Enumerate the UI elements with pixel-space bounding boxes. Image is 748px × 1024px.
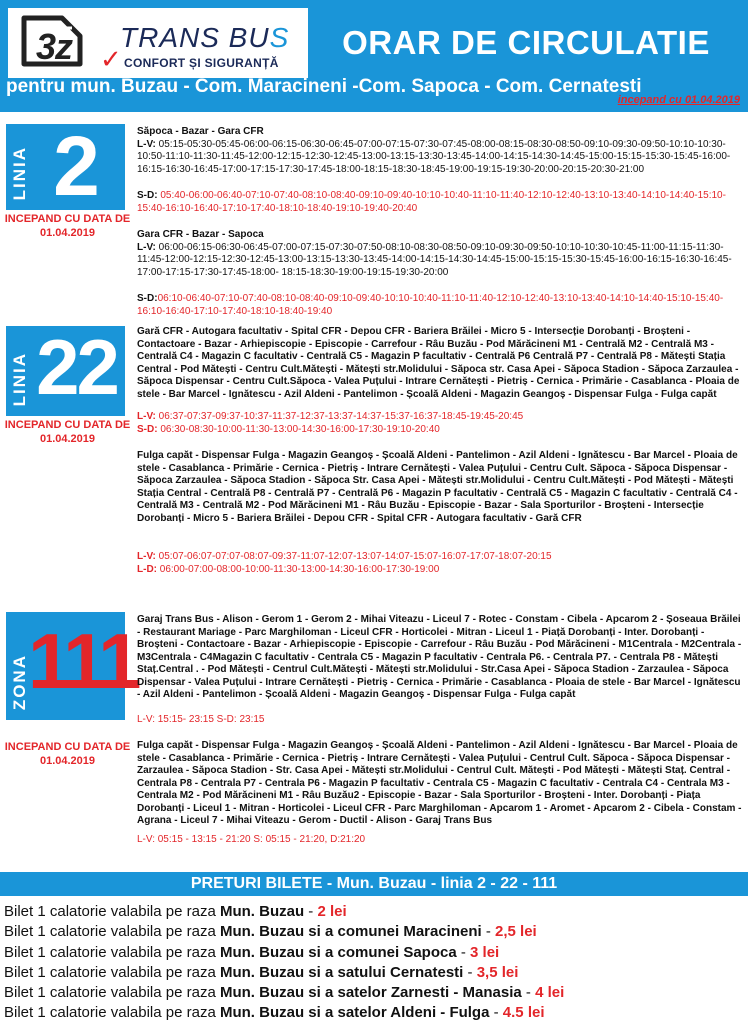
route-return: Fulga capăt - Dispensar Fulga - Magazin Geangoș - Școală Aldeni - Pantelimon - Azil Aldeni - Ignătescu - Bar Marcel - Ploaia de stele - Casablanca - Primărie - Cernica - Pietriș - Intrare Cernătești - Valea Puțului - Centru Cult. Săpoca - Săpoca Dispensar - Săpoca Zarzaulea - Săpoca Stadion - Săpoca Str. Casa Apei - Mătești str.Molidului - Centru Cult.Mătești - Pod Mătești - Mătești Stația Central - Centrală P8 - Centrală P7 - Centrală P6 - Magazin P facultativ - Centrală C5 - Magazin C facultativ - Centrală C4 - Centrală M3 - Centrală M2 - Pod Mărăcineni M1 - Râu Buzău - Episcopie - Bazar - Sala Sporturilor - Broșteni - Intersecție Dorobanți - Micro 5 - Bariera Brăilei - Depou CFR - Spital CFR - Autogara facultativ - Gară CFR bbox=[137, 450, 738, 524]
times-weekday-outbound: L-V: 05:15-05:30-05:45-06:00-06:15-06:30-06:45-07:00-07:15-07:30-07:45-08:00-08:15-08:30-08:50-09:10-09:30-09:50-10:10-10:30-10:50-11:10-11:30-11:45-12:00-12:15-12:30-12:45-13:00-13:15-13:30-13:45-14:00-14:15-14:30-14:45-15:00-15:15-15:30-15:45-16:00-16:15-16:30-16:45-17:00-17:15-17:30-17:45-18:00-18:15-18:30-18:45-19:00-19:15-19:30-20:00-20:15-20:30-21:00 bbox=[137, 138, 731, 175]
badge-number: 111 bbox=[28, 617, 138, 705]
times-weekend-return: L-D: 06:00-07:00-08:00-10:00-11:30-13:00-14:30-16:00-17:30-19:00 bbox=[137, 563, 440, 575]
price-row: Bilet 1 calatorie valabila pe raza Mun. Buzau si a comunei Sapoca - 3 lei bbox=[4, 943, 500, 961]
price-row: Bilet 1 calatorie valabila pe raza Mun. Buzau si a comunei Maracineni - 2,5 lei bbox=[4, 923, 537, 941]
times-weekend-return: S-D:06:10-06:40-07:10-07:40-08:10-08:40-09:10-09:40-10:10-10:40-11:10-11:40-12:10-12:40-13:10-13:40-14:10-14:40-15:10-15:40-16:10-16:40-17:10-17:40-18:10-18:40-19:40 bbox=[137, 293, 724, 317]
route-outbound: Garaj Trans Bus - Alison - Gerom 1 - Gerom 2 - Mihai Viteazu - Liceul 7 - Rotec - Constam - Cibela - Apcarom 2 - Șoseaua Brăilei - Restaurant Mariage - Parc Marghiloman - Liceul CFR - Horticolei - Mitran - Liceul 1 - Piață Dorobanți - Inter. Dorobanți - Broșteni - Contactoare - Bazar - Arhiepiscopie - Episcopie - Carrefour - Râu Buzău - Pod Mărăcineni - M1Centrala - M2Centrala -M3Centrala - C4Magazin C facultativ - Centrala C5 - Magazin P facultativ - Centrala P6. - Centrala P7. - Centrala P8 - Mătești Staț.Central . - Pod Mătești - Centrul Cult.Mătești - Mătești str.Molidului - Str.Casa Apei - Săpoca Stadion - Zarzaulea - Săpoca Dispensar - Valea Puțului - Intrare Cernătești - Pietriș - Cernica - Primărie - Casablanca - Ploaia de stele - Bar Marcel - Ignătescu - Azil Aldeni - Pantelimon - Școală Aldeni - Magazin Geangoș - Dispensar Fulga - Fulga capăt bbox=[137, 614, 742, 700]
badge-label: LINIA bbox=[10, 351, 29, 406]
section-zone-111 bbox=[0, 612, 748, 870]
logo-name: TRANS BUS bbox=[120, 22, 290, 53]
times-weekday-return: L-V: 05:07-06:07-07:07-08:07-09:37-11:07-12:07-13:07-14:07-15:07-16:07-17:07-18:07-20:15 bbox=[137, 551, 552, 562]
line-badge-22 bbox=[6, 323, 125, 416]
badge-label: LINIA bbox=[10, 145, 29, 200]
line-badge-111 bbox=[6, 612, 138, 720]
route-outbound: Săpoca - Bazar - Gara CFR bbox=[137, 126, 264, 137]
schedule-zone-111 bbox=[137, 614, 743, 846]
times-weekend-outbound: S-D: 06:30-08:30-10:00-11:30-13:00-14:30-16:00-17:30-19:10-20:40 bbox=[137, 423, 440, 435]
times-weekend-outbound: S-D: 05:40-06:00-06:40-07:10-07:40-08:10-08:40-09:10-09:40-10:10-10:40-11:10-11:40-12:10-12:40-13:10-13:40-14:10-14:40-15:10-15:40-16:10-16:40-17:10-17:40-18:10-18:40-19:10-19:40-20:40 bbox=[137, 190, 726, 214]
effective-date: incepand cu 01.04.2019 bbox=[617, 94, 740, 106]
header-banner bbox=[0, 0, 748, 112]
badge-label: ZONA bbox=[10, 653, 29, 710]
price-row: Bilet 1 calatorie valabila pe raza Mun. Buzau si a satelor Zarnesti - Manasia - 4 lei bbox=[4, 984, 565, 1002]
price-row: Bilet 1 calatorie valabila pe raza Mun. Buzau si a satelor Aldeni - Fulga - 4.5 lei bbox=[4, 1004, 545, 1022]
section-line-2 bbox=[0, 119, 748, 324]
route-return: Fulga capăt - Dispensar Fulga - Magazin Geangoș - Școală Aldeni - Pantelimon - Azil Aldeni - Ignătescu - Bar Marcel - Ploaia de stele - Casablanca - Primărie - Cernica - Pietriș - Intrare Cernătești - Valea Puțului - Centrul Cult. Săpoca - Săpoca Dispensar - Zarzaulea - Săpoca Stadion - Str. Casa Apei - Mătești str.Molidului - Centrul Cult. Mătești - Pod Mătești - Mătești Staț. Central - Centrala P8 - Centrala P7 - Centrala P6 - Magazin P facultativ - Centrala C5 - Magazin C facultativ - Centrala C4 - Centrala M3 - Centrala M2 - Pod Mărăcineni M1 - Râu Buzău2 - Episcopie - Bazar - Sala Sporturilor - Broșteni - Inter. Dorobanți - Piața Dorobanți - Liceul 1 - Mitran - Horticolei - Liceul CFR - Parc Marghiloman - Apcarom 1 - Aromet - Apcarom 2 - Cibela - Constam - Agrana - Liceul 7 - Mihai Viteazu - Gerom - Ductil - Alison - Garaj Trans Bus bbox=[137, 740, 742, 826]
badge-number: 22 bbox=[36, 323, 117, 411]
times-return: L-V: 05:15 - 13:15 - 21:20 S: 05:15 - 21:20, D:21:20 bbox=[137, 833, 366, 845]
times-weekday-return: L-V: 06:00-06:15-06:30-06:45-07:00-07:15-07:30-07:50-08:10-08:30-08:50-09:10-09:30-09:50-10:10-10:30-10:45-11:00-11:15-11:30-11:45-12:00-12:15-12:30-12:45-13:00-13:15-13:30-13:45-14:00-14:15-14:30-14:45-15:00-15:15-15:30-15:45-16:00-16:15-16:30-16:45-17:00-17:15-17:30-17:45-18:00- 18:15-18:30-19:00-19:15-19:30-20:00 bbox=[137, 241, 732, 278]
page-title: ORAR DE CIRCULATIE bbox=[342, 24, 710, 61]
price-list bbox=[4, 902, 744, 1024]
logo bbox=[8, 8, 308, 78]
since-label: INCEPAND CU DATA DE 01.04.2019 bbox=[4, 213, 131, 239]
prices-title: PRETURI BILETE - Mun. Buzau - linia 2 - 22 - 111 bbox=[0, 872, 748, 896]
schedule-line-22 bbox=[137, 326, 743, 576]
line-badge-2 bbox=[6, 119, 125, 213]
badge-number: 2 bbox=[53, 119, 100, 213]
since-label: INCEPAND CU DATA DE 01.04.2019 bbox=[4, 741, 131, 767]
checkmark-icon: ✓ bbox=[100, 44, 122, 74]
schedule-line-2 bbox=[137, 126, 743, 318]
logo-mark-text: 3z bbox=[36, 26, 73, 67]
price-row: Bilet 1 calatorie valabila pe raza Mun. Buzau si a satului Cernatesti - 3,5 lei bbox=[4, 963, 519, 981]
price-row: Bilet 1 calatorie valabila pe raza Mun. Buzau - 2 lei bbox=[4, 903, 347, 920]
logo-tagline: CONFORT ȘI SIGURANȚĂ bbox=[124, 56, 279, 70]
route-outbound: Gară CFR - Autogara facultativ - Spital CFR - Depou CFR - Bariera Brăilei - Micro 5 - Intersecție Dorobanți - Broșteni - Contactoare - Bazar - Arhiepiscopie - Episcopie - Carrefour - Râu Buzău - Pod Mărăcineni M1 - Centrală M2 - Centrală M3 - Centrală C4 - Magazin C facultativ - Centrală C5 - Magazin P facultativ - Centrală P6 Centrală P7 - Centrală P8 - Mătești Stația Central - Pod Mătești - Centru Cult.Mătești - Mătești str.Molidului - Săpoca str. Casa Apei - Săpoca Stadion - Săpoca Zarzaulea - Săpoca Dispensar - Centru Cult.Săpoca - Valea Puțului - Intrare Cernătești - Pietriș - Cernica - Primărie - Casablanca - Ploaia de stele - Bar Marcel - Ignătescu - Azil Aldeni - Pantelimon - Școală Aldeni - Magazin Geangoș - Dispensar Fulga - Fulga capăt bbox=[137, 326, 740, 400]
times-outbound: L-V: 15:15- 23:15 S-D: 23:15 bbox=[137, 713, 265, 725]
times-weekday-outbound: L-V: 06:37-07:37-09:37-10:37-11:37-12:37-13:37-14:37-15:37-16:37-18:45-19:45-20:45 bbox=[137, 411, 524, 422]
route-return: Gara CFR - Bazar - Sapoca bbox=[137, 229, 264, 240]
section-line-22 bbox=[0, 323, 748, 606]
since-label: INCEPAND CU DATA DE 01.04.2019 bbox=[4, 419, 131, 445]
route-subtitle: pentru mun. Buzau - Com. Maracineni -Com. Sapoca - Com. Cernatesti bbox=[6, 76, 642, 97]
